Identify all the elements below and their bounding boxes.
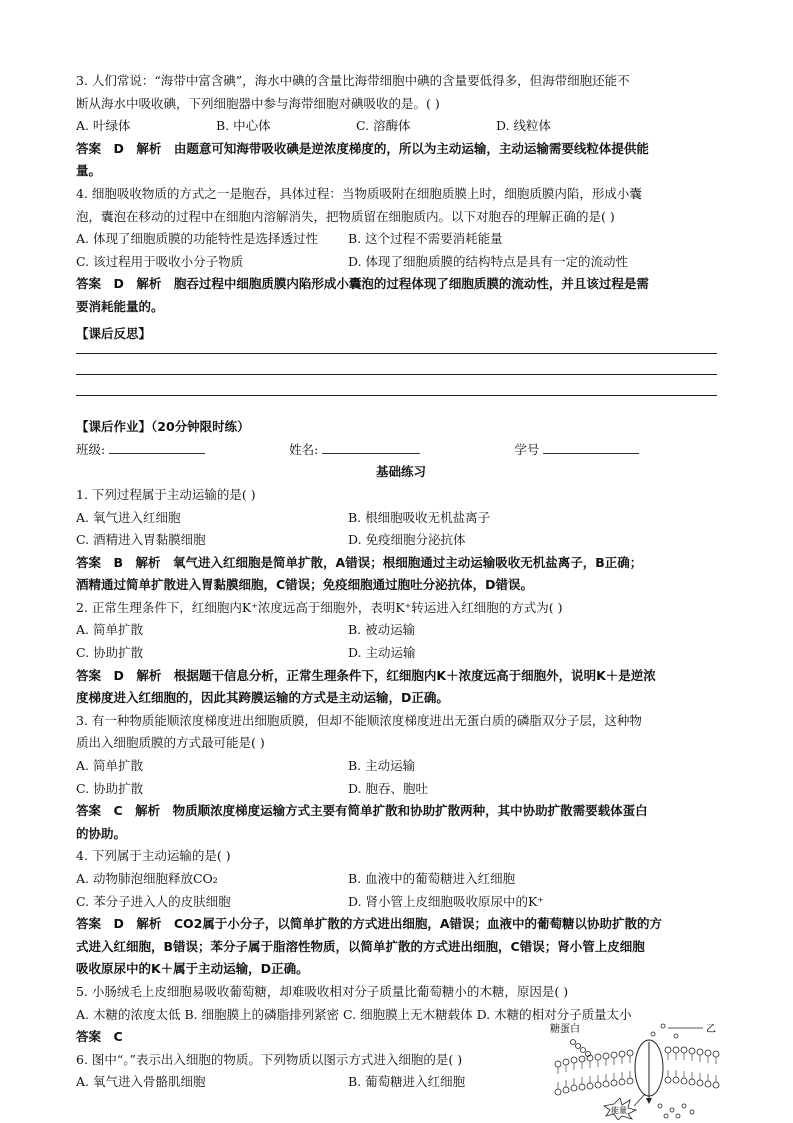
hw-q4-options-row1 xyxy=(76,868,726,891)
hw-q5-answer: 答案 C xyxy=(76,1029,123,1045)
hw-q2-answer-line1: 答案 D 解析 根据题干信息分析，正常生理条件下，红细胞内K＋浓度远高于细胞外，说明K＋是逆浓 xyxy=(76,667,656,683)
reflection-line xyxy=(76,374,717,375)
reflection-line xyxy=(76,353,717,354)
name-label: 姓名: xyxy=(289,441,319,457)
hw-q1-option-d: D. 免疫细胞分泌抗体 xyxy=(348,532,466,548)
hw-q5-options: A. 木糖的浓度太低 B. 细胞膜上的磷脂排列紧密 C. 细胞膜上无木糖载体 D. 木糖的相对分子质量太小 xyxy=(76,1006,632,1022)
q3-answer-line2: 量。 xyxy=(76,163,102,179)
q4-answer-line1: 答案 D 解析 胞吞过程中细胞质膜内陷形成小囊泡的过程体现了细胞质膜的流动性，并且该过程是需 xyxy=(76,276,649,292)
hw-q4-option-c: C. 苯分子进入人的皮肤细胞 xyxy=(76,893,231,909)
membrane-diagram xyxy=(548,1020,723,1120)
q4-options-row1 xyxy=(76,228,726,251)
q4-options-row2 xyxy=(76,251,726,274)
q3-options xyxy=(76,115,726,138)
hw-q4-option-a: A. 动物肺泡细胞释放CO₂ xyxy=(76,871,218,886)
q3-option-a: A. 叶绿体 xyxy=(76,118,131,134)
hw-q3-answer-line1: 答案 C 解析 物质顺浓度梯度运输方式主要有简单扩散和协助扩散两种，其中协助扩散需要载体蛋白 xyxy=(76,803,648,819)
hw-q2-option-d: D. 主动运输 xyxy=(348,645,416,661)
hw-q4-options-row2 xyxy=(76,891,726,914)
label-yi: 乙 xyxy=(706,1024,716,1035)
hw-q3-options-row2 xyxy=(76,778,726,801)
homework-subtitle: （20分钟限时练） xyxy=(151,419,250,435)
homework-heading xyxy=(76,416,726,439)
id-label: 学号 xyxy=(514,441,540,457)
hw-q3-stem-line1: 3. 有一种物质能顺浓度梯度进出细胞质膜，但却不能顺浓度梯度进出无蛋白质的磷脂双分子层，这种物 xyxy=(76,712,642,728)
q3-option-c: C. 溶酶体 xyxy=(356,118,411,134)
hw-q6-stem: 6. 图中“。”表示出入细胞的物质。下列物质以图示方式进入细胞的是( ) xyxy=(76,1051,463,1067)
hw-q1-options-row2 xyxy=(76,529,726,552)
hw-q5-stem: 5. 小肠绒毛上皮细胞易吸收葡萄糖，却难吸收相对分子质量比葡萄糖小的木糖，原因是( ) xyxy=(76,983,569,999)
q4-stem-line2: 泡，囊泡在移动的过程中在细胞内溶解消失，把物质留在细胞质内。以下对胞吞的理解正确的是( ) xyxy=(76,208,615,224)
hw-q1-option-b: B. 根细胞吸收无机盐离子 xyxy=(348,509,491,525)
hw-q1-answer-line2: 酒精通过简单扩散进入胃黏膜细胞，C错误；免疫细胞通过胞吐分泌抗体，D错误。 xyxy=(76,577,534,593)
q4-stem-line1: 4. 细胞吸收物质的方式之一是胞吞，具体过程：当物质吸附在细胞质膜上时，细胞质膜内陷，形成小囊 xyxy=(76,185,642,201)
q3-stem-line1: 3. 人们常说：“海带中富含碘”，海水中碘的含量比海带细胞中碘的含量要低得多，但海带细胞还能不 xyxy=(76,73,630,88)
hw-q3-option-d: D. 胞吞、胞吐 xyxy=(348,780,429,796)
homework-title: 【课后作业】 xyxy=(76,419,152,435)
hw-q2-option-c: C. 协助扩散 xyxy=(76,645,144,661)
reflection-line xyxy=(76,395,717,396)
hw-q4-answer-line2: 式进入红细胞，B错误；苯分子属于脂溶性物质，以简单扩散的方式进出细胞，C错误；肾小管上皮细胞 xyxy=(76,938,645,954)
hw-q6-option-b: B. 葡萄糖进入红细胞 xyxy=(348,1074,466,1090)
label-glycoprotein: 糖蛋白 xyxy=(550,1024,580,1035)
hw-q1-option-a: A. 氧气进入红细胞 xyxy=(76,509,181,525)
hw-q3-options-row1 xyxy=(76,755,726,778)
q4-option-d: D. 体现了细胞质膜的结构特点是具有一定的流动性 xyxy=(348,253,629,269)
q3-answer-line1: 答案 D 解析 由题意可知海带吸收碘是逆浓度梯度的，所以为主动运输，主动运输需要线粒体提供能 xyxy=(76,140,649,156)
document-page xyxy=(76,70,726,1094)
reflection-heading: 【课后反思】 xyxy=(76,325,152,341)
hw-q1-stem: 1. 下列过程属于主动运输的是( ) xyxy=(76,486,256,502)
class-field[interactable] xyxy=(109,439,205,454)
hw-q2-answer-line2: 度梯度进入红细胞的，因此其跨膜运输的方式是主动运输，D正确。 xyxy=(76,690,449,706)
hw-q4-option-b: B. 血液中的葡萄糖进入红细胞 xyxy=(348,871,516,886)
hw-q6-option-a: A. 氧气进入骨骼肌细胞 xyxy=(76,1074,206,1090)
q4-answer-line2: 要消耗能量的。 xyxy=(76,298,164,314)
hw-q4-option-d: D. 肾小管上皮细胞吸收原尿中的K⁺ xyxy=(348,893,544,909)
q4-option-b: B. 这个过程不需要消耗能量 xyxy=(348,231,503,247)
hw-q3-option-c: C. 协助扩散 xyxy=(76,780,144,796)
hw-q3-answer-line2: 的协助。 xyxy=(76,825,127,841)
hw-q4-answer-line3: 吸收原尿中的K＋属于主动运输，D正确。 xyxy=(76,961,309,977)
id-field[interactable] xyxy=(543,439,639,454)
hw-q1-answer-line1: 答案 B 解析 氧气进入红细胞是简单扩散，A错误；根细胞通过主动运输吸收无机盐离子，B正确； xyxy=(76,554,643,570)
hw-q1-option-c: C. 酒精进入胃黏膜细胞 xyxy=(76,532,206,548)
hw-q4-stem: 4. 下列属于主动运输的是( ) xyxy=(76,848,231,864)
hw-q2-option-a: A. 简单扩散 xyxy=(76,622,143,638)
label-energy: 能量 xyxy=(611,1106,627,1115)
q3-option-d: D. 线粒体 xyxy=(496,118,552,134)
hw-q4-answer-line1: 答案 D 解析 CO2属于小分子，以简单扩散的方式进出细胞，A错误；血液中的葡萄糖以协助扩散的方 xyxy=(76,916,663,932)
q4-option-a: A. 体现了细胞质膜的功能特性是选择透过性 xyxy=(76,231,318,247)
hw-q3-option-b: B. 主动运输 xyxy=(348,758,416,774)
hw-q3-option-a: A. 简单扩散 xyxy=(76,758,143,774)
hw-q2-options-row1 xyxy=(76,619,726,642)
q4-option-c: C. 该过程用于吸收小分子物质 xyxy=(76,253,244,269)
hw-q1-options-row1 xyxy=(76,507,726,530)
q3-option-b: B. 中心体 xyxy=(216,118,271,134)
class-label: 班级: xyxy=(76,441,106,457)
membrane-diagram-svg xyxy=(548,1020,723,1120)
q3-stem-line2: 断从海水中吸收碘，下列细胞器中参与海带细胞对碘吸收的是。( ) xyxy=(76,95,440,111)
reflection-lines xyxy=(76,353,726,396)
hw-q2-stem: 2. 正常生理条件下，红细胞内K⁺浓度远高于细胞外，表明K⁺转运进入红细胞的方式为( ) xyxy=(76,599,563,615)
name-field[interactable] xyxy=(322,439,420,454)
section-heading: 基础练习 xyxy=(375,464,426,480)
hw-q2-options-row2 xyxy=(76,642,726,665)
hw-q3-stem-line2: 质出入细胞质膜的方式最可能是( ) xyxy=(76,735,265,751)
student-info-row xyxy=(76,439,726,462)
hw-q2-option-b: B. 被动运输 xyxy=(348,622,416,638)
